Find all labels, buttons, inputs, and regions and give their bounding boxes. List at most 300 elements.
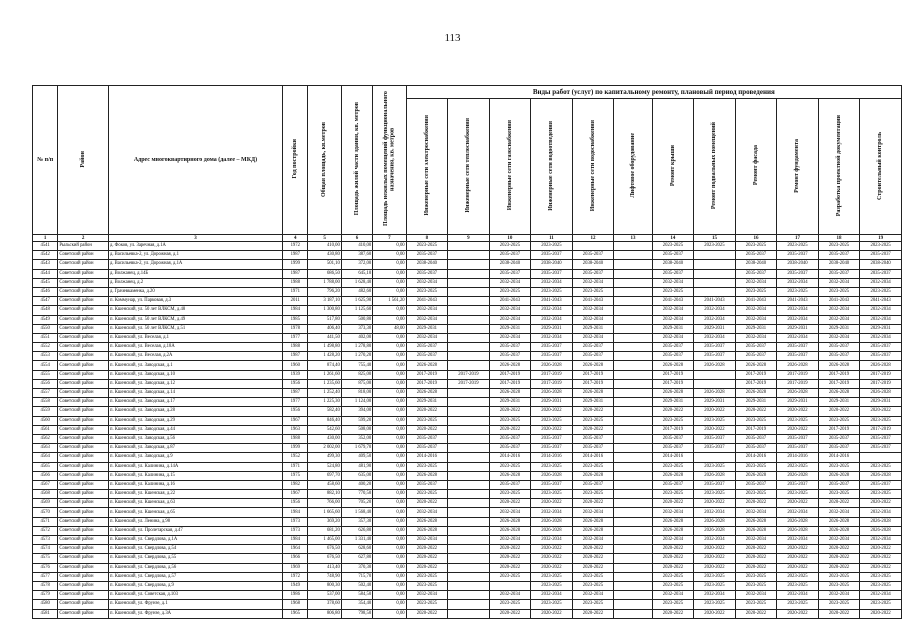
table-cell: 2023-2025 <box>652 600 694 609</box>
table-cell: 2035-2037 <box>406 251 448 260</box>
table-cell: 2020-2022 <box>735 554 777 563</box>
table-cell <box>614 572 652 581</box>
table-cell: 2041-2043 <box>860 297 902 306</box>
table-cell: 676,50 <box>308 545 341 554</box>
table-cell: 4581 <box>33 609 58 618</box>
table-cell: п. Кшенский, ул. Калинина, д.15 <box>108 471 282 480</box>
table-cell: 2032-2034 <box>531 278 573 287</box>
header-work-3: Инженерные сети газоснабжения <box>489 99 531 235</box>
table-cell: 2014-2016 <box>572 453 614 462</box>
table-cell: 2032-2034 <box>860 508 902 517</box>
table-cell: 1956 <box>283 407 308 416</box>
table-cell: 2023-2025 <box>860 416 902 425</box>
table-cell <box>448 471 490 480</box>
table-cell: 2029-2031 <box>694 398 736 407</box>
table-cell: 2035-2037 <box>735 480 777 489</box>
table-cell: 697,70 <box>308 471 341 480</box>
table-cell: 2020-2022 <box>489 499 531 508</box>
table-row <box>33 260 902 269</box>
table-cell: п. Кшенский, ул. Свердлова, д.56 <box>108 563 282 572</box>
header-living-area: Площадь жилой части здания, кв. метров <box>341 86 372 235</box>
table-cell: 2029-2031 <box>572 398 614 407</box>
table-cell: 0,00 <box>373 343 406 352</box>
table-row <box>33 434 902 443</box>
table-cell: 2017-2019 <box>652 370 694 379</box>
table-cell: 1999 <box>283 260 308 269</box>
table-cell: Рыльский район <box>58 242 109 251</box>
table-cell: 1971 <box>283 287 308 296</box>
table-cell <box>614 297 652 306</box>
table-cell: 2017-2019 <box>406 370 448 379</box>
table-row <box>33 499 902 508</box>
table-cell: 500,80 <box>341 315 372 324</box>
table-cell: 0,00 <box>373 508 406 517</box>
table-row <box>33 278 902 287</box>
table-cell: Советский район <box>58 324 109 333</box>
table-cell: 2014-2016 <box>489 453 531 462</box>
table-cell: Советский район <box>58 370 109 379</box>
table-cell: 4572 <box>33 526 58 535</box>
table-cell: Советский район <box>58 600 109 609</box>
table-row <box>33 379 902 388</box>
table-cell: 2035-2037 <box>406 269 448 278</box>
table-row <box>33 490 902 499</box>
table-cell: 2020-2022 <box>489 554 531 563</box>
table-cell: 2023-2025 <box>406 490 448 499</box>
table-cell: 2029-2031 <box>860 398 902 407</box>
table-cell: д. Волжанец, д.14Б <box>108 269 282 278</box>
table-row <box>33 389 902 398</box>
table-cell: Советский район <box>58 315 109 324</box>
table-cell: 2035-2037 <box>818 343 860 352</box>
header-num: № п/п <box>33 86 58 235</box>
table-cell: 2032-2034 <box>572 306 614 315</box>
table-cell: 2023-2025 <box>777 600 819 609</box>
table-cell: 2032-2034 <box>777 508 819 517</box>
header-total-area: Общая площадь, кв.метров <box>308 86 341 235</box>
table-cell: 2023-2025 <box>406 287 448 296</box>
table-cell: 2020-2022 <box>694 499 736 508</box>
table-cell: 798,50 <box>341 609 372 618</box>
table-cell: 1973 <box>283 526 308 535</box>
table-cell: 2026-2028 <box>652 389 694 398</box>
table-cell: Советский район <box>58 490 109 499</box>
header-work-4: Инженерные сети водоотведения <box>531 99 573 235</box>
table-cell: 410,00 <box>341 242 372 251</box>
table-cell: 2023-2025 <box>406 572 448 581</box>
table-cell <box>448 306 490 315</box>
table-cell: 4567 <box>33 480 58 489</box>
table-cell: 0,00 <box>373 581 406 590</box>
table-cell: 0,00 <box>373 517 406 526</box>
table-cell: 430,80 <box>308 251 341 260</box>
table-cell: 2038-2040 <box>572 260 614 269</box>
table-cell: 599,20 <box>341 416 372 425</box>
table-cell: 2032-2034 <box>777 333 819 342</box>
table-cell: 1984 <box>283 306 308 315</box>
table-cell: 1987 <box>283 269 308 278</box>
table-cell: 2023-2025 <box>818 242 860 251</box>
table-cell <box>448 545 490 554</box>
table-cell: Советский район <box>58 278 109 287</box>
table-cell: 2023-2025 <box>489 287 531 296</box>
table-cell: 2032-2034 <box>406 536 448 545</box>
table-cell <box>448 572 490 581</box>
table-cell: д. Волжанец, д.2 <box>108 278 282 287</box>
table-cell: 2035-2037 <box>777 269 819 278</box>
table-cell: 2020-2022 <box>818 499 860 508</box>
table-cell <box>614 324 652 333</box>
table-cell: 2026-2028 <box>406 361 448 370</box>
table-cell: 4578 <box>33 581 58 590</box>
table-cell: 2020-2022 <box>694 609 736 618</box>
table-cell: Советский район <box>58 389 109 398</box>
header-district: Район <box>58 86 109 235</box>
table-cell: 2020-2022 <box>818 545 860 554</box>
table-cell: 2032-2034 <box>489 508 531 517</box>
table-cell: 357,30 <box>341 517 372 526</box>
table-cell: 4570 <box>33 508 58 517</box>
table-cell <box>448 324 490 333</box>
table-cell: п. Кшенский, ул. Ленина, д.98 <box>108 517 282 526</box>
table-cell: 2023-2025 <box>652 242 694 251</box>
table-cell: 2026-2028 <box>652 517 694 526</box>
table-cell: 2035-2037 <box>818 444 860 453</box>
table-cell: 2035-2037 <box>572 343 614 352</box>
table-cell <box>694 269 736 278</box>
table-cell: 2023-2025 <box>652 572 694 581</box>
table-cell <box>614 554 652 563</box>
table-cell <box>614 333 652 342</box>
table-cell: 2035-2037 <box>694 480 736 489</box>
table-cell: 0,00 <box>373 251 406 260</box>
table-cell: 0,00 <box>373 269 406 278</box>
table-cell: 0,00 <box>373 370 406 379</box>
table-cell: 2026-2028 <box>406 471 448 480</box>
table-cell: 2035-2037 <box>572 251 614 260</box>
table-cell <box>614 444 652 453</box>
table-cell: 2035-2037 <box>735 251 777 260</box>
table-cell: 2023-2025 <box>694 462 736 471</box>
table-cell <box>448 269 490 278</box>
table-cell: 2023-2025 <box>735 581 777 590</box>
table-cell: Советский район <box>58 251 109 260</box>
table-cell: 4552 <box>33 343 58 352</box>
table-cell: 0,00 <box>373 416 406 425</box>
table-cell: 1952 <box>283 453 308 462</box>
table-cell: 2020-2022 <box>652 609 694 618</box>
table-row <box>33 242 902 251</box>
table-cell: 626,80 <box>341 526 372 535</box>
column-number: 11 <box>531 235 573 242</box>
table-cell: 2026-2028 <box>777 471 819 480</box>
table-cell: 2023-2025 <box>860 490 902 499</box>
table-cell: 2032-2034 <box>652 536 694 545</box>
table-cell: 499,30 <box>308 453 341 462</box>
table-cell: 2017-2019 <box>777 370 819 379</box>
table-cell: 2029-2031 <box>694 324 736 333</box>
table-cell: 2026-2028 <box>694 471 736 480</box>
table-cell <box>614 499 652 508</box>
table-row <box>33 287 902 296</box>
table-cell: 2041-2043 <box>777 297 819 306</box>
table-cell: 2020-2022 <box>531 499 573 508</box>
table-cell: Советский район <box>58 572 109 581</box>
table-cell: 2032-2034 <box>652 508 694 517</box>
table-cell: п. Кшенский, ул. Веселая, д.1 <box>108 333 282 342</box>
table-cell: 2023-2025 <box>489 416 531 425</box>
table-cell: 2026-2028 <box>406 389 448 398</box>
table-cell: 2038-2040 <box>652 260 694 269</box>
table-cell: п. Кшенский, ул. Заводская, д.14 <box>108 389 282 398</box>
table-cell: 2023-2025 <box>818 462 860 471</box>
table-cell: Советский район <box>58 462 109 471</box>
table-cell: 2020-2022 <box>860 545 902 554</box>
table-cell: 1 331,40 <box>341 536 372 545</box>
table-cell: 2035-2037 <box>572 269 614 278</box>
table-cell: п. Кшенский, ул. Заводская, д.29 <box>108 416 282 425</box>
table-cell: 2026-2028 <box>489 526 531 535</box>
table-cell: 4568 <box>33 490 58 499</box>
table-cell: 2020-2022 <box>777 563 819 572</box>
table-cell: Советский район <box>58 434 109 443</box>
table-cell: 2023-2025 <box>860 600 902 609</box>
table-cell: 0,00 <box>373 389 406 398</box>
table-cell: 0,00 <box>373 361 406 370</box>
table-cell: 2026-2028 <box>735 471 777 480</box>
table-cell: 2023-2025 <box>818 490 860 499</box>
table-cell: 2032-2034 <box>531 315 573 324</box>
table-cell: 0,00 <box>373 591 406 600</box>
table-cell: 2029-2031 <box>531 324 573 333</box>
column-number: 7 <box>373 235 406 242</box>
table-cell: 0,00 <box>373 407 406 416</box>
table-row <box>33 297 902 306</box>
table-cell: 4550 <box>33 324 58 333</box>
table-cell: 2014-2016 <box>818 453 860 462</box>
table-cell: п. Кшенский, ул. Заводская, д.12 <box>108 379 282 388</box>
table-cell: 4576 <box>33 563 58 572</box>
table-cell <box>448 333 490 342</box>
table-cell: 2 002,00 <box>308 444 341 453</box>
table-cell: 2032-2034 <box>818 315 860 324</box>
column-number: 10 <box>489 235 531 242</box>
table-cell: 2035-2037 <box>860 352 902 361</box>
table-cell: 1 278,80 <box>341 343 372 352</box>
table-cell: 705,20 <box>341 499 372 508</box>
table-cell: Советский район <box>58 554 109 563</box>
table-cell: 0,00 <box>373 333 406 342</box>
table-cell: 2035-2037 <box>777 343 819 352</box>
table-cell: 2020-2022 <box>652 407 694 416</box>
table-cell: 0,00 <box>373 536 406 545</box>
table-cell: 2032-2034 <box>652 306 694 315</box>
column-number: 4 <box>283 235 308 242</box>
table-cell: 2020-2022 <box>818 554 860 563</box>
table-cell: д. Васильевка-2, ул. Дорожная, д.1А <box>108 260 282 269</box>
table-cell: 2026-2028 <box>572 389 614 398</box>
table-cell: 2029-2031 <box>652 324 694 333</box>
table-cell: 1939 <box>283 370 308 379</box>
table-cell: 2032-2034 <box>489 536 531 545</box>
table-cell: 0,00 <box>373 287 406 296</box>
table-cell: 676,50 <box>308 554 341 563</box>
table-cell: 4579 <box>33 591 58 600</box>
table-cell: Советский район <box>58 287 109 296</box>
table-cell: 584,50 <box>341 591 372 600</box>
table-cell: 2029-2031 <box>406 398 448 407</box>
table-cell <box>448 297 490 306</box>
table-cell: 2014-2016 <box>777 453 819 462</box>
table-cell: 2023-2025 <box>694 581 736 590</box>
table-cell: 2017-2019 <box>448 370 490 379</box>
table-cell: 2029-2031 <box>735 398 777 407</box>
column-number: 6 <box>341 235 372 242</box>
table-cell: 2020-2022 <box>735 407 777 416</box>
table-cell: 2020-2022 <box>489 407 531 416</box>
table-cell: 441,50 <box>308 333 341 342</box>
table-cell <box>614 609 652 618</box>
table-cell: 501,10 <box>308 260 341 269</box>
table-cell: п. Кшенский, ул. Калинина, д.14А <box>108 462 282 471</box>
table-cell <box>614 398 652 407</box>
table-cell: 2035-2037 <box>531 251 573 260</box>
table-cell: 2026-2028 <box>694 389 736 398</box>
table-cell: 2032-2034 <box>694 315 736 324</box>
table-cell: 2026-2028 <box>531 517 573 526</box>
table-cell: 2032-2034 <box>735 536 777 545</box>
table-cell: 1 561,20 <box>373 297 406 306</box>
table-cell: 2017-2019 <box>735 370 777 379</box>
table-cell: 627,80 <box>341 554 372 563</box>
table-cell: 2032-2034 <box>531 508 573 517</box>
table-cell <box>448 526 490 535</box>
table-cell: 2020-2022 <box>777 499 819 508</box>
table-cell: 2035-2037 <box>735 352 777 361</box>
table-cell: 2020-2022 <box>777 407 819 416</box>
table-cell: 0,00 <box>373 315 406 324</box>
table-cell <box>448 352 490 361</box>
table-cell: 2035-2037 <box>531 352 573 361</box>
table-cell: 2023-2025 <box>572 572 614 581</box>
table-cell: 2035-2037 <box>735 434 777 443</box>
table-cell: 0,00 <box>373 379 406 388</box>
table-cell: 2026-2028 <box>694 517 736 526</box>
table-row <box>33 453 902 462</box>
table-cell: 4580 <box>33 600 58 609</box>
table-row <box>33 407 902 416</box>
table-cell: Советский район <box>58 444 109 453</box>
table-cell: 1965 <box>283 609 308 618</box>
table-cell: 2032-2034 <box>735 591 777 600</box>
table-cell: 800,30 <box>308 581 341 590</box>
table-cell: 1972 <box>283 242 308 251</box>
table-cell: 1978 <box>283 324 308 333</box>
table-cell <box>614 251 652 260</box>
table-cell: 406,40 <box>308 324 341 333</box>
table-cell: 413,40 <box>308 563 341 572</box>
column-number: 5 <box>308 235 341 242</box>
table-cell: 2035-2037 <box>860 480 902 489</box>
table-cell: 2020-2022 <box>777 609 819 618</box>
table-cell: Советский район <box>58 343 109 352</box>
table-cell: 748,90 <box>308 572 341 581</box>
header-address: Адрес многоквартирного дома (далее – МКД) <box>108 86 282 235</box>
table-cell <box>614 490 652 499</box>
table-cell: 2014-2016 <box>652 453 694 462</box>
table-cell: 48,00 <box>373 324 406 333</box>
table-cell: 2014-2016 <box>735 453 777 462</box>
table-cell: 2029-2031 <box>489 324 531 333</box>
table-cell: 2029-2031 <box>777 398 819 407</box>
table-cell: 2017-2019 <box>572 379 614 388</box>
column-number: 14 <box>652 235 694 242</box>
table-cell: Советский район <box>58 563 109 572</box>
header-work-11: Разработка проектной документации <box>818 99 860 235</box>
table-cell: 2035-2037 <box>818 434 860 443</box>
table-cell: 2035-2037 <box>818 352 860 361</box>
table-cell: 1 465,00 <box>308 536 341 545</box>
table-cell: 582,40 <box>308 407 341 416</box>
table-cell: 2020-2022 <box>735 609 777 618</box>
table-cell: 2023-2025 <box>652 462 694 471</box>
table-cell: 2026-2028 <box>735 517 777 526</box>
table-cell <box>614 545 652 554</box>
table-cell: п. Кшенский, ул. Свердлова, д.54 <box>108 545 282 554</box>
table-cell: 4571 <box>33 517 58 526</box>
table-cell: 2038-2040 <box>531 260 573 269</box>
table-cell: 2023-2025 <box>489 490 531 499</box>
table-cell: п. Кшенский, ул. Калинина, д.16 <box>108 480 282 489</box>
table-cell: 2041-2043 <box>818 297 860 306</box>
table-cell: 2032-2034 <box>860 536 902 545</box>
table-cell: 2026-2028 <box>818 471 860 480</box>
table-cell: Советский район <box>58 581 109 590</box>
table-cell <box>614 480 652 489</box>
table-cell: 2020-2022 <box>860 563 902 572</box>
table-cell: 0,00 <box>373 444 406 453</box>
table-cell: 0,00 <box>373 434 406 443</box>
table-cell: д. Грачевкаменка, д.20 <box>108 287 282 296</box>
table-cell: 2032-2034 <box>694 508 736 517</box>
table-cell: п. Кшенский, ул. Пролетарская, д.47 <box>108 526 282 535</box>
table-cell: 796,20 <box>308 287 341 296</box>
table-cell: 4558 <box>33 398 58 407</box>
table-cell: 2032-2034 <box>531 536 573 545</box>
table-cell: 2020-2022 <box>694 563 736 572</box>
table-cell: 0,00 <box>373 306 406 315</box>
table-cell: 2023-2025 <box>406 600 448 609</box>
table-cell <box>694 287 736 296</box>
table-cell: 2026-2028 <box>860 471 902 480</box>
table-row <box>33 324 902 333</box>
table-cell: 1 235,60 <box>308 379 341 388</box>
table-cell: 2023-2025 <box>489 600 531 609</box>
table-cell: 4554 <box>33 361 58 370</box>
table-row <box>33 343 902 352</box>
table-cell: 0,00 <box>373 490 406 499</box>
table-cell <box>614 343 652 352</box>
column-number: 3 <box>108 235 282 242</box>
table-cell <box>448 444 490 453</box>
table-cell: 354,40 <box>341 600 372 609</box>
table-cell <box>614 361 652 370</box>
table-cell: 2023-2025 <box>406 242 448 251</box>
table-cell: 2026-2028 <box>572 517 614 526</box>
table-cell: 4546 <box>33 287 58 296</box>
table-cell: 2023-2025 <box>694 490 736 499</box>
table-row <box>33 416 902 425</box>
